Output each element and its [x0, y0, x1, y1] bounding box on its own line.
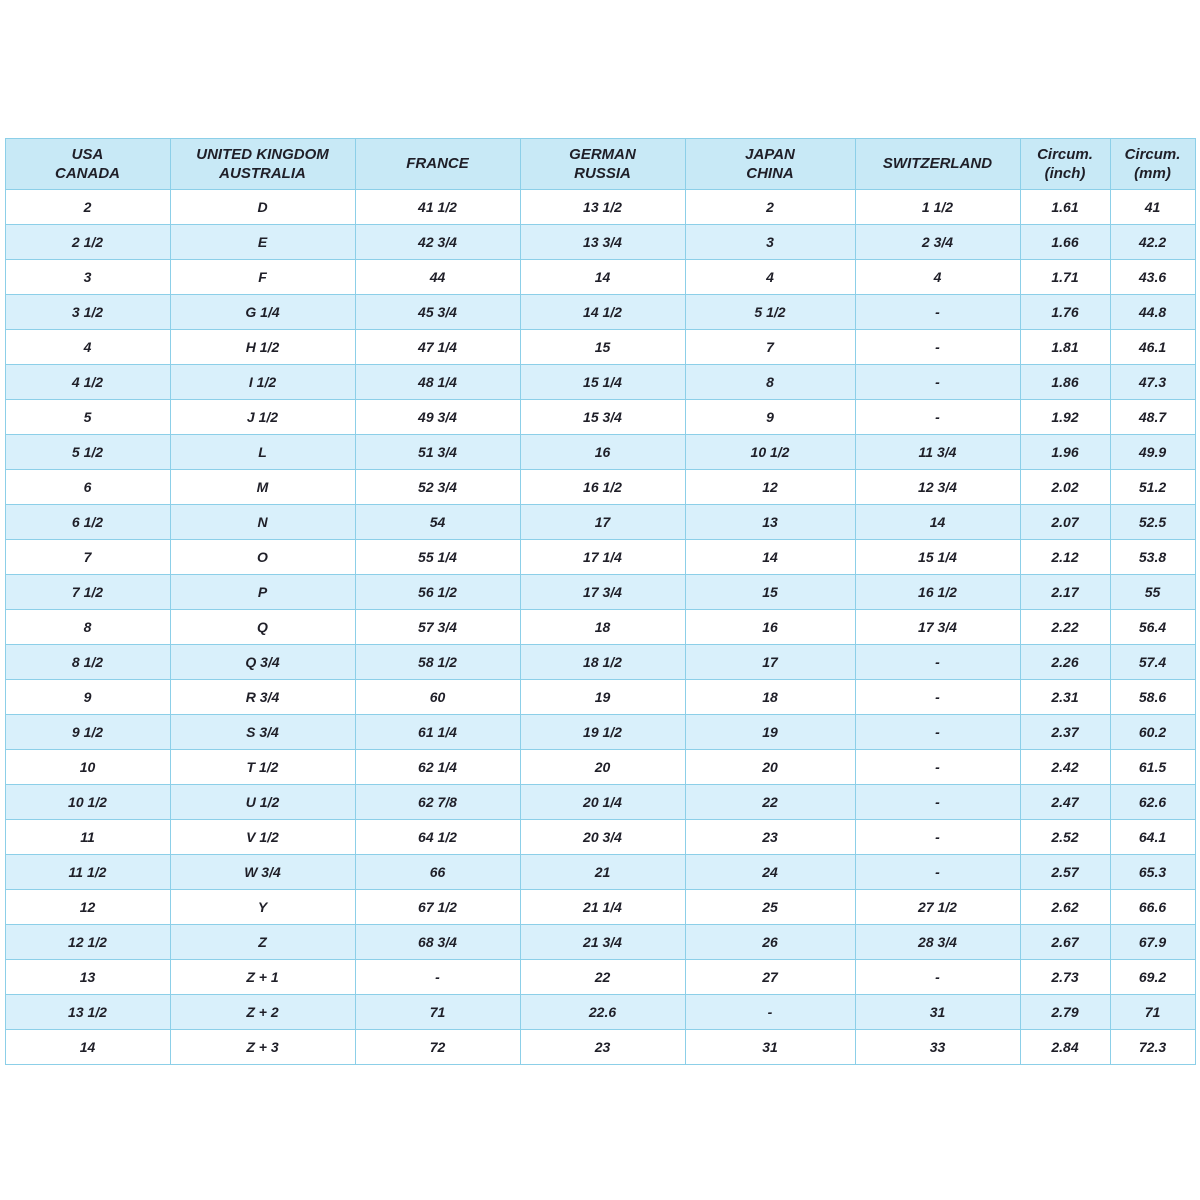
table-cell: T 1/2: [170, 750, 355, 785]
table-cell: 13 1/2: [5, 995, 170, 1030]
table-cell: 17 1/4: [520, 540, 685, 575]
table-cell: Y: [170, 890, 355, 925]
table-cell: 8: [685, 365, 855, 400]
table-cell: 56 1/2: [355, 575, 520, 610]
table-row: [5, 400, 1195, 435]
table-cell: 2.84: [1020, 1030, 1110, 1065]
table-cell: 45 3/4: [355, 295, 520, 330]
table-cell: 62 1/4: [355, 750, 520, 785]
table-cell: 8: [5, 610, 170, 645]
table-cell: 10: [5, 750, 170, 785]
table-cell: Q: [170, 610, 355, 645]
table-cell: 19 1/2: [520, 715, 685, 750]
table-cell: 13: [685, 505, 855, 540]
table-cell: 2.57: [1020, 855, 1110, 890]
header-row: [5, 139, 1195, 190]
table-cell: 49.9: [1110, 435, 1195, 470]
table-cell: 60.2: [1110, 715, 1195, 750]
table-cell: -: [855, 365, 1020, 400]
table-cell: 66.6: [1110, 890, 1195, 925]
table-cell: 55 1/4: [355, 540, 520, 575]
table-cell: 58.6: [1110, 680, 1195, 715]
column-header-usa-canada: [5, 139, 170, 190]
table-row: [5, 365, 1195, 400]
table-row: [5, 1030, 1195, 1065]
table-cell: 61.5: [1110, 750, 1195, 785]
table-cell: 2.73: [1020, 960, 1110, 995]
table-cell: P: [170, 575, 355, 610]
table-cell: 2.02: [1020, 470, 1110, 505]
table-cell: 7 1/2: [5, 575, 170, 610]
table-cell: 41: [1110, 190, 1195, 225]
table-cell: 21 3/4: [520, 925, 685, 960]
table-cell: M: [170, 470, 355, 505]
ring-size-conversion-table: [5, 138, 1196, 1065]
table-cell: 42.2: [1110, 225, 1195, 260]
table-cell: -: [855, 400, 1020, 435]
table-cell: G 1/4: [170, 295, 355, 330]
table-row: [5, 680, 1195, 715]
column-header-line: Circum.: [1037, 145, 1093, 163]
table-cell: 2 3/4: [855, 225, 1020, 260]
table-cell: 48.7: [1110, 400, 1195, 435]
table-cell: V 1/2: [170, 820, 355, 855]
table-row: [5, 855, 1195, 890]
table-cell: Q 3/4: [170, 645, 355, 680]
table-row: [5, 295, 1195, 330]
table-cell: 69.2: [1110, 960, 1195, 995]
table-cell: 9: [5, 680, 170, 715]
table-cell: 16: [520, 435, 685, 470]
table-cell: 13 3/4: [520, 225, 685, 260]
column-header-line: GERMAN: [569, 145, 636, 163]
table-cell: -: [855, 855, 1020, 890]
table-cell: 26: [685, 925, 855, 960]
table-row: [5, 820, 1195, 855]
table-cell: -: [685, 995, 855, 1030]
table-cell: 16: [685, 610, 855, 645]
table-cell: N: [170, 505, 355, 540]
table-row: [5, 225, 1195, 260]
table-cell: 16 1/2: [520, 470, 685, 505]
table-row: [5, 330, 1195, 365]
table-cell: 23: [520, 1030, 685, 1065]
table-cell: 2.52: [1020, 820, 1110, 855]
column-header-line: JAPAN: [745, 145, 795, 163]
table-cell: 6 1/2: [5, 505, 170, 540]
table-cell: 2.17: [1020, 575, 1110, 610]
table-cell: 2.31: [1020, 680, 1110, 715]
table-cell: 23: [685, 820, 855, 855]
table-header: [5, 139, 1195, 190]
table-cell: 17: [520, 505, 685, 540]
column-header-japan-china: [685, 139, 855, 190]
table-cell: 2.26: [1020, 645, 1110, 680]
table-cell: 27 1/2: [855, 890, 1020, 925]
column-header-line: SWITZERLAND: [882, 155, 993, 173]
table-cell: 2.67: [1020, 925, 1110, 960]
table-cell: 57.4: [1110, 645, 1195, 680]
table-cell: L: [170, 435, 355, 470]
table-cell: 46.1: [1110, 330, 1195, 365]
table-cell: 6: [5, 470, 170, 505]
table-cell: 48 1/4: [355, 365, 520, 400]
table-cell: 31: [855, 995, 1020, 1030]
table-cell: 18: [685, 680, 855, 715]
table-cell: 12: [5, 890, 170, 925]
table-body: [5, 190, 1195, 1065]
table-cell: 67.9: [1110, 925, 1195, 960]
table-cell: 28 3/4: [855, 925, 1020, 960]
table-cell: 31: [685, 1030, 855, 1065]
table-cell: 2.12: [1020, 540, 1110, 575]
table-cell: 15 3/4: [520, 400, 685, 435]
table-cell: 52 3/4: [355, 470, 520, 505]
table-cell: 24: [685, 855, 855, 890]
table-cell: 61 1/4: [355, 715, 520, 750]
table-cell: 14: [855, 505, 1020, 540]
table-cell: 5 1/2: [5, 435, 170, 470]
column-header-line: (mm): [1134, 165, 1171, 182]
table-cell: 1 1/2: [855, 190, 1020, 225]
table-row: [5, 575, 1195, 610]
column-header-circum-inch: [1020, 139, 1110, 190]
column-header-german-russia: [520, 139, 685, 190]
table-cell: -: [855, 750, 1020, 785]
table-cell: 20 1/4: [520, 785, 685, 820]
table-cell: I 1/2: [170, 365, 355, 400]
table-cell: 72.3: [1110, 1030, 1195, 1065]
table-cell: 49 3/4: [355, 400, 520, 435]
column-header-uk-australia: [170, 139, 355, 190]
table-cell: S 3/4: [170, 715, 355, 750]
table-cell: 64 1/2: [355, 820, 520, 855]
table-cell: 11 1/2: [5, 855, 170, 890]
column-header-line: CANADA: [55, 165, 120, 182]
table-cell: 7: [5, 540, 170, 575]
table-cell: W 3/4: [170, 855, 355, 890]
table-cell: 62.6: [1110, 785, 1195, 820]
table-cell: 2.42: [1020, 750, 1110, 785]
table-cell: 2.79: [1020, 995, 1110, 1030]
table-row: [5, 785, 1195, 820]
table-cell: 62 7/8: [355, 785, 520, 820]
table-cell: -: [855, 680, 1020, 715]
table-cell: 11: [5, 820, 170, 855]
table-cell: 3: [685, 225, 855, 260]
table-row: [5, 750, 1195, 785]
table-cell: 33: [855, 1030, 1020, 1065]
table-cell: 3: [5, 260, 170, 295]
table-row: [5, 540, 1195, 575]
table-cell: 57 3/4: [355, 610, 520, 645]
table-row: [5, 435, 1195, 470]
table-cell: 68 3/4: [355, 925, 520, 960]
table-cell: 22: [685, 785, 855, 820]
table-cell: 56.4: [1110, 610, 1195, 645]
table-cell: 11 3/4: [855, 435, 1020, 470]
table-cell: Z + 3: [170, 1030, 355, 1065]
column-header-france: [355, 139, 520, 190]
table-cell: 15 1/4: [520, 365, 685, 400]
table-cell: 4 1/2: [5, 365, 170, 400]
table-row: [5, 715, 1195, 750]
table-cell: E: [170, 225, 355, 260]
table-cell: F: [170, 260, 355, 295]
table-cell: 14: [5, 1030, 170, 1065]
table-cell: 1.71: [1020, 260, 1110, 295]
table-cell: 1.66: [1020, 225, 1110, 260]
column-header-line: USA: [71, 145, 104, 163]
table-row: [5, 260, 1195, 295]
table-cell: 12: [685, 470, 855, 505]
table-cell: -: [855, 960, 1020, 995]
column-header-switzerland: [855, 139, 1020, 190]
table-cell: 14 1/2: [520, 295, 685, 330]
column-header-line: RUSSIA: [574, 165, 631, 182]
table-cell: 1.81: [1020, 330, 1110, 365]
table-cell: Z: [170, 925, 355, 960]
table-cell: -: [855, 330, 1020, 365]
table-cell: 2.47: [1020, 785, 1110, 820]
table-cell: 58 1/2: [355, 645, 520, 680]
table-row: [5, 995, 1195, 1030]
column-header-line: FRANCE: [406, 155, 469, 173]
table-cell: 65.3: [1110, 855, 1195, 890]
table-cell: 7: [685, 330, 855, 365]
table-cell: 19: [520, 680, 685, 715]
table-cell: 21: [520, 855, 685, 890]
table-cell: 18 1/2: [520, 645, 685, 680]
table-cell: 2.07: [1020, 505, 1110, 540]
table-cell: 14: [520, 260, 685, 295]
table-cell: 14: [685, 540, 855, 575]
column-header-line: AUSTRALIA: [219, 165, 306, 182]
table-cell: 9: [685, 400, 855, 435]
table-cell: 15: [520, 330, 685, 365]
table-cell: 1.76: [1020, 295, 1110, 330]
table-cell: 15: [685, 575, 855, 610]
table-cell: 52.5: [1110, 505, 1195, 540]
table-cell: 22.6: [520, 995, 685, 1030]
table-cell: 19: [685, 715, 855, 750]
table-cell: 10 1/2: [685, 435, 855, 470]
table-cell: 51.2: [1110, 470, 1195, 505]
table-row: [5, 190, 1195, 225]
table-cell: 42 3/4: [355, 225, 520, 260]
table-cell: -: [855, 785, 1020, 820]
table-cell: J 1/2: [170, 400, 355, 435]
table-cell: 43.6: [1110, 260, 1195, 295]
table-cell: 44.8: [1110, 295, 1195, 330]
table-row: [5, 890, 1195, 925]
table-cell: 71: [355, 995, 520, 1030]
table-cell: O: [170, 540, 355, 575]
table-cell: U 1/2: [170, 785, 355, 820]
table-cell: 20: [685, 750, 855, 785]
table-cell: 1.92: [1020, 400, 1110, 435]
table-row: [5, 470, 1195, 505]
column-header-circum-mm: [1110, 139, 1195, 190]
table-cell: 13: [5, 960, 170, 995]
table-row: [5, 960, 1195, 995]
table-cell: H 1/2: [170, 330, 355, 365]
table-cell: 17 3/4: [855, 610, 1020, 645]
table-cell: 20: [520, 750, 685, 785]
table-cell: -: [855, 715, 1020, 750]
table-cell: 9 1/2: [5, 715, 170, 750]
table-cell: 51 3/4: [355, 435, 520, 470]
table-cell: 53.8: [1110, 540, 1195, 575]
table-cell: 25: [685, 890, 855, 925]
table-cell: 2.22: [1020, 610, 1110, 645]
table-cell: 64.1: [1110, 820, 1195, 855]
table-cell: 8 1/2: [5, 645, 170, 680]
table-cell: 3 1/2: [5, 295, 170, 330]
column-header-line: Circum.: [1124, 145, 1181, 163]
table-cell: 2: [685, 190, 855, 225]
table-cell: Z + 2: [170, 995, 355, 1030]
table-cell: 12 3/4: [855, 470, 1020, 505]
table-cell: 18: [520, 610, 685, 645]
table-cell: 10 1/2: [5, 785, 170, 820]
table-row: [5, 610, 1195, 645]
table-cell: 20 3/4: [520, 820, 685, 855]
column-header-line: UNITED KINGDOM: [196, 145, 329, 163]
table-cell: 4: [5, 330, 170, 365]
table-cell: 13 1/2: [520, 190, 685, 225]
table-cell: 44: [355, 260, 520, 295]
table-row: [5, 925, 1195, 960]
table-row: [5, 505, 1195, 540]
table-cell: 22: [520, 960, 685, 995]
table-cell: -: [855, 820, 1020, 855]
table-cell: 67 1/2: [355, 890, 520, 925]
table-cell: 16 1/2: [855, 575, 1020, 610]
table-cell: -: [855, 295, 1020, 330]
table-cell: 47 1/4: [355, 330, 520, 365]
table-cell: 21 1/4: [520, 890, 685, 925]
table-cell: 4: [855, 260, 1020, 295]
table-cell: 1.86: [1020, 365, 1110, 400]
table-cell: 27: [685, 960, 855, 995]
table-cell: 66: [355, 855, 520, 890]
table-cell: -: [855, 645, 1020, 680]
table-cell: R 3/4: [170, 680, 355, 715]
table-cell: 71: [1110, 995, 1195, 1030]
column-header-line: CHINA: [746, 165, 794, 182]
table-cell: 41 1/2: [355, 190, 520, 225]
table-cell: 15 1/4: [855, 540, 1020, 575]
table-cell: 47.3: [1110, 365, 1195, 400]
table-cell: 5 1/2: [685, 295, 855, 330]
table-cell: 2.37: [1020, 715, 1110, 750]
table-cell: 1.61: [1020, 190, 1110, 225]
table-cell: 60: [355, 680, 520, 715]
table-cell: 55: [1110, 575, 1195, 610]
table-cell: 1.96: [1020, 435, 1110, 470]
table-cell: -: [355, 960, 520, 995]
table-cell: 12 1/2: [5, 925, 170, 960]
table-cell: 5: [5, 400, 170, 435]
table-cell: 2.62: [1020, 890, 1110, 925]
table-row: [5, 645, 1195, 680]
table-cell: 72: [355, 1030, 520, 1065]
column-header-line: (inch): [1044, 165, 1086, 182]
table-cell: 2 1/2: [5, 225, 170, 260]
table-cell: Z + 1: [170, 960, 355, 995]
table-cell: D: [170, 190, 355, 225]
table-cell: 4: [685, 260, 855, 295]
table-cell: 17 3/4: [520, 575, 685, 610]
table-cell: 17: [685, 645, 855, 680]
table-cell: 54: [355, 505, 520, 540]
table-cell: 2: [5, 190, 170, 225]
